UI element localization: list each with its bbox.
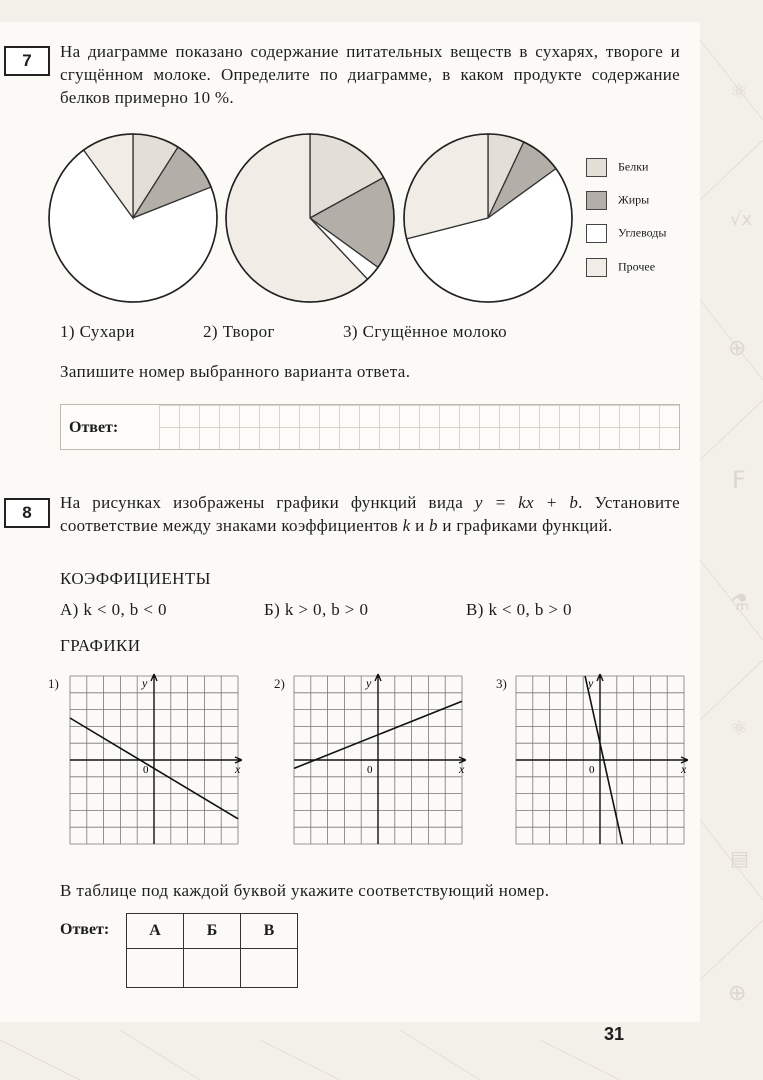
graphs-heading: ГРАФИКИ	[60, 636, 141, 655]
x-axis-label: x	[459, 762, 465, 776]
origin-label: 0	[143, 764, 149, 776]
y-axis-label: y	[588, 676, 594, 690]
coef-b: b	[429, 516, 438, 535]
svg-text:▤: ▤	[730, 846, 749, 870]
answer-cell-v[interactable]	[241, 949, 298, 988]
formula: y = kx + b	[474, 493, 579, 512]
svg-text:√x: √x	[730, 209, 753, 230]
legend-label-fat: Жиры	[618, 192, 650, 207]
graph-2	[290, 672, 466, 852]
coefficient-v: В) k < 0, b > 0	[466, 600, 572, 619]
option-3: 3) Сгущённое молоко	[343, 322, 508, 341]
graph-1-label: 1)	[48, 676, 59, 691]
origin-label: 0	[589, 764, 595, 776]
task-7-text: На диаграмме показано содержание питательных веществ в сухарях, твороге и сгущённом молоке. Определите по диаграмме, в каком продукте содержание белков примерно 10 %.	[60, 42, 680, 107]
svg-text:⚗: ⚗	[730, 591, 750, 616]
y-axis	[151, 674, 157, 844]
answer-table	[126, 913, 298, 988]
coef-k: k	[402, 516, 411, 535]
graph-3	[512, 672, 688, 852]
task-7-instruction: Запишите номер выбранного варианта ответа.	[60, 362, 411, 381]
task-8-text-c: и графиками функций.	[437, 516, 613, 535]
legend-swatch-carbs	[586, 224, 607, 243]
svg-text:⚛: ⚛	[730, 79, 748, 103]
answer-cell-a[interactable]	[127, 949, 184, 988]
x-axis	[516, 757, 688, 763]
coefficient-b: Б) k > 0, b > 0	[264, 600, 369, 619]
y-axis-label: y	[142, 676, 148, 690]
pie-charts	[40, 125, 580, 315]
graph-3-label: 3)	[496, 676, 507, 691]
y-axis	[597, 674, 603, 844]
legend-label-carbs: Углеводы	[618, 225, 667, 240]
task-8-number: 8	[4, 498, 50, 528]
y-axis	[375, 674, 381, 844]
x-axis	[70, 757, 242, 763]
answer-grid[interactable]	[159, 405, 679, 449]
legend-label-protein: Белки	[618, 159, 649, 174]
graph-2-label: 2)	[274, 676, 285, 691]
task-8-text	[60, 491, 680, 537]
x-axis-label: x	[235, 762, 241, 776]
task-8-answer-label: Ответ:	[60, 921, 110, 938]
legend-item-carbs	[586, 224, 666, 243]
page-number: 31	[604, 1024, 625, 1044]
answer-label: Ответ:	[69, 419, 119, 436]
answer-cell-b[interactable]	[184, 949, 241, 988]
coefficients-heading: КОЭФФИЦИЕНТЫ	[60, 569, 211, 588]
legend-swatch-fat	[586, 191, 607, 210]
y-axis-label: y	[366, 676, 372, 690]
option-1: 1) Сухари	[60, 322, 135, 341]
legend-item-fat	[586, 191, 649, 210]
task-7-number: 7	[4, 46, 50, 76]
svg-text:⊕: ⊕	[728, 336, 747, 361]
svg-text:F: F	[732, 466, 746, 494]
origin-label: 0	[367, 764, 373, 776]
task-8-text-a: На рисунках изображены графики функций вида	[60, 493, 475, 512]
option-2: 2) Творог	[203, 322, 275, 341]
legend-item-other	[586, 258, 655, 277]
coefficient-a: А) k < 0, b < 0	[60, 600, 167, 619]
task-8-text-b: . Установите соответствие между знаками коэффициентов	[60, 493, 680, 535]
svg-text:⚛: ⚛	[730, 716, 748, 740]
task-7-answer-box[interactable]	[60, 404, 680, 450]
table-instruction: В таблице под каждой буквой укажите соответствующий номер.	[60, 881, 550, 900]
table-header-b: Б	[184, 914, 241, 949]
legend-swatch-protein	[586, 158, 607, 177]
table-header-a: А	[127, 914, 184, 949]
legend-swatch-other	[586, 258, 607, 277]
legend-item-protein	[586, 158, 648, 177]
legend-label-other: Прочее	[618, 259, 656, 274]
svg-text:⊕: ⊕	[728, 981, 747, 1006]
table-header-v: В	[241, 914, 298, 949]
graph-1	[66, 672, 242, 852]
x-axis-label: x	[681, 762, 687, 776]
task-8-text-and: и	[410, 516, 430, 535]
